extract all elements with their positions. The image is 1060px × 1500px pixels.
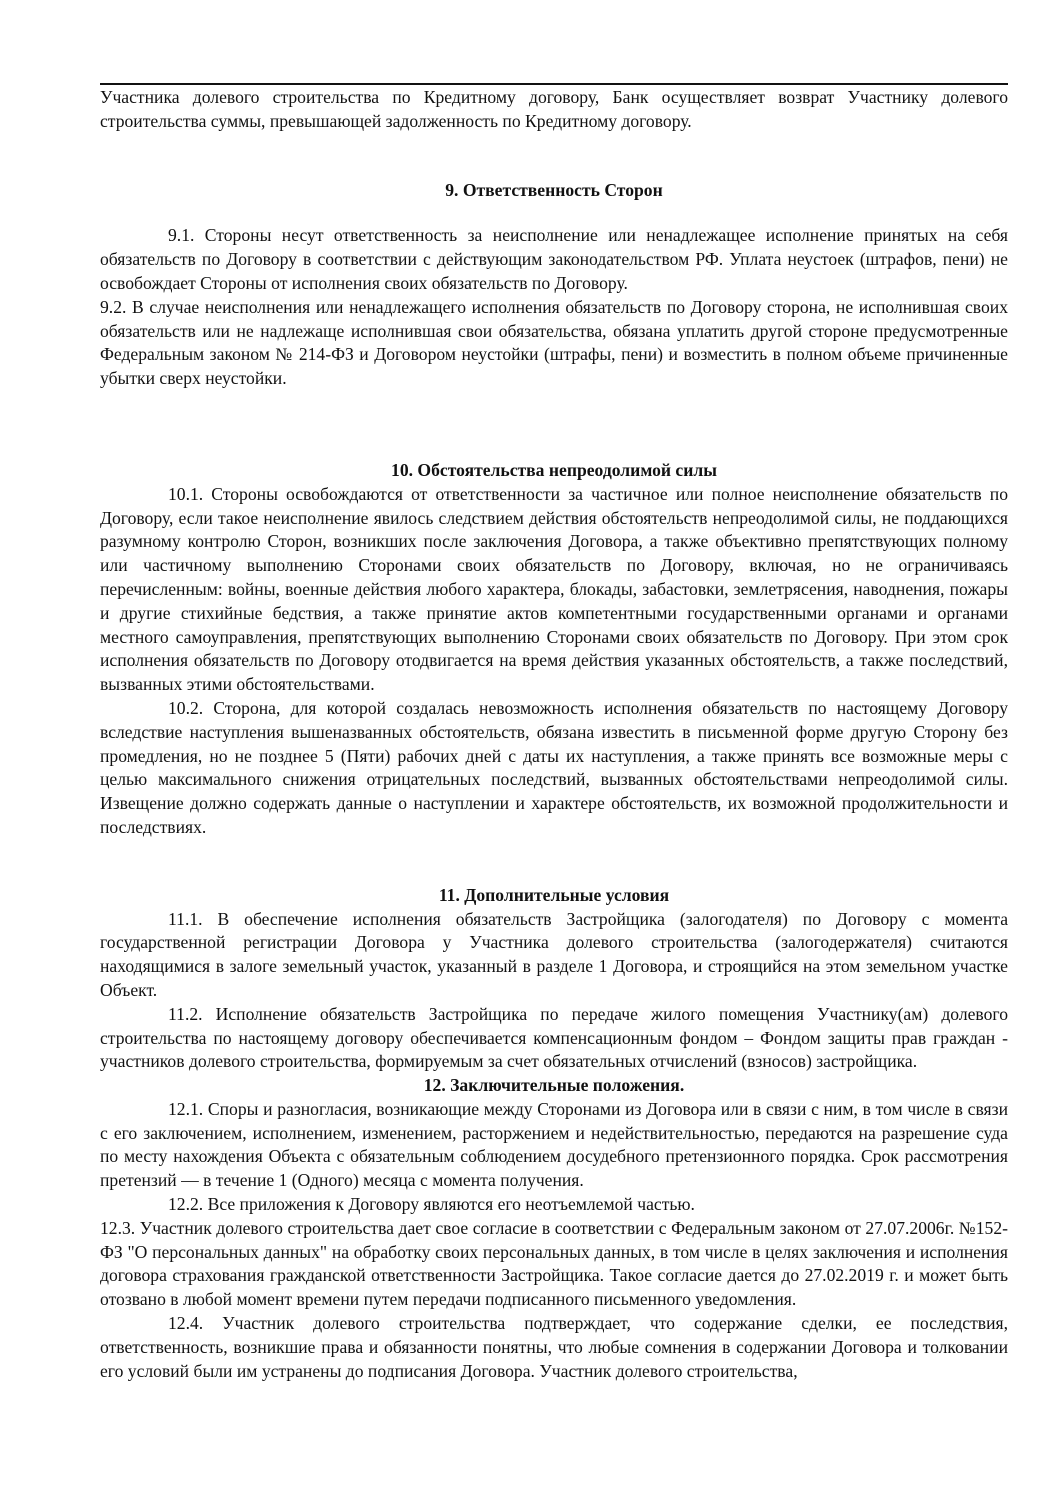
clause-11-2: 11.2. Исполнение обязательств Застройщика по передаче жилого помещения Участнику(ам) долевого строительства по настоящему договору обеспечивается компенсационным фондом – Фондом защиты прав граждан - участников долевого строительства, формируемым за счет обязательных отчислений (взносов) застройщика. bbox=[100, 1003, 1008, 1072]
document-page bbox=[100, 82, 1008, 1383]
clause-9-2: 9.2. В случае неисполнения или ненадлежащего исполнения обязательств по Договору сторона, не исполнившая своих обязательств или не надлежаще исполнившая свои обязательства, обязана уплатить другой стороне предусмотренные Федеральным законом № 214-ФЗ и Договором неустойки (штрафы, пени) и возместить в полном объеме причиненные убытки сверх неустойки. bbox=[100, 296, 1008, 389]
clause-11-1: 11.1. В обеспечение исполнения обязательств Застройщика (залогодателя) по Договору с момента государственной регистрации Договора у Участника долевого строительства (залогодержателя) считаются находящимися в залоге земельный участок, указанный в разделе 1 Договора, и строящийся на этом земельном участке Объект. bbox=[100, 908, 1008, 1000]
continuation-paragraph: Участника долевого строительства по Кредитному договору, Банк осуществляет возврат Участнику долевого строительства суммы, превышающей задолженность по Кредитному договору. bbox=[100, 87, 1008, 131]
section-9-heading: 9. Ответственность Сторон bbox=[445, 179, 663, 200]
clause-10-1: 10.1. Стороны освобождаются от ответственности за частичное или полное неисполнение обязательств по Договору, если такое неисполнение явилось следствием действия обстоятельств непреодолимой силы, не поддающихся разумному контролю Сторон, возникших после заключения Договора, а также объективно препятствующих полному или частичному выполнению Сторонами своих обязательств по Договору, включая, но не ограничиваясь перечисленным: войны, военные действия любого характера, блокады, забастовки, землетрясения, наводнения, пожары и другие стихийные бедствия, а также принятие актов компетентными государственными органами и органами местного самоуправления, препятствующих выполнению Сторонами своих обязательств по Договору. При этом срок исполнения обязательств по Договору отодвигается на время действия указанных обстоятельств, а также последствий, вызванных этими обстоятельствами. bbox=[100, 483, 1008, 695]
section-11-heading: 11. Дополнительные условия bbox=[438, 884, 670, 905]
section-12-heading: 12. Заключительные положения. bbox=[423, 1075, 685, 1096]
section-10-heading: 10. Обстоятельства непреодолимой силы bbox=[391, 459, 717, 480]
clause-12-4: 12.4. Участник долевого строительства подтверждает, что содержание сделки, ее последствия, ответственность, возникшие права и обязанности понятны, что любые сомнения в содержании Договора и толковании его условий были им устранены до подписания Договора. Участник долевого строительства, bbox=[100, 1313, 1008, 1381]
clause-12-1: 12.1. Споры и разногласия, возникающие между Сторонами из Договора или в связи с ним, в том числе в связи с его заключением, исполнением, изменением, расторжением и недействительностью, передаются на разрешение суда по месту нахождения Объекта с обязательным соблюдением досудебного претензионного порядка. Срок рассмотрения претензий — в течение 1 (Одного) месяца с момента получения. bbox=[100, 1098, 1008, 1191]
clause-10-2: 10.2. Сторона, для которой создалась невозможность исполнения обязательств по настоящему Договору вследствие наступления вышеназванных обстоятельств, обязана известить в письменной форме другую Сторону без промедления, но не позднее 5 (Пяти) рабочих дней с даты их наступления, а также принять все возможные меры с целью максимального снижения отрицательных последствий, вызванных обстоятельствами непреодолимой силы. Извещение должно содержать данные о наступлении и характере обстоятельств, их возможной продолжительности и последствиях. bbox=[100, 697, 1008, 837]
clause-12-2: 12.2. Все приложения к Договору являются его неотъемлемой частью. bbox=[168, 1194, 695, 1215]
clause-12-3: 12.3. Участник долевого строительства дает свое согласие в соответствии с Федеральным законом от 27.07.2006г. №152-ФЗ "О персональных данных" на обработку своих персональных данных, в том числе в целях заключения и исполнения договора страхования гражданской ответственности Застройщика. Такое согласие дается до 27.02.2019 г. и может быть отозвано в любой момент времени путем передачи подписанного письменного уведомления. bbox=[100, 1217, 1008, 1310]
clause-9-1: 9.1. Стороны несут ответственность за неисполнение или ненадлежащее исполнение принятых на себя обязательств по Договору в соответствии с действующим законодательством РФ. Уплата неустоек (штрафов, пени) не освобождает Стороны от исполнения своих обязательств по Договору. bbox=[100, 225, 1008, 293]
